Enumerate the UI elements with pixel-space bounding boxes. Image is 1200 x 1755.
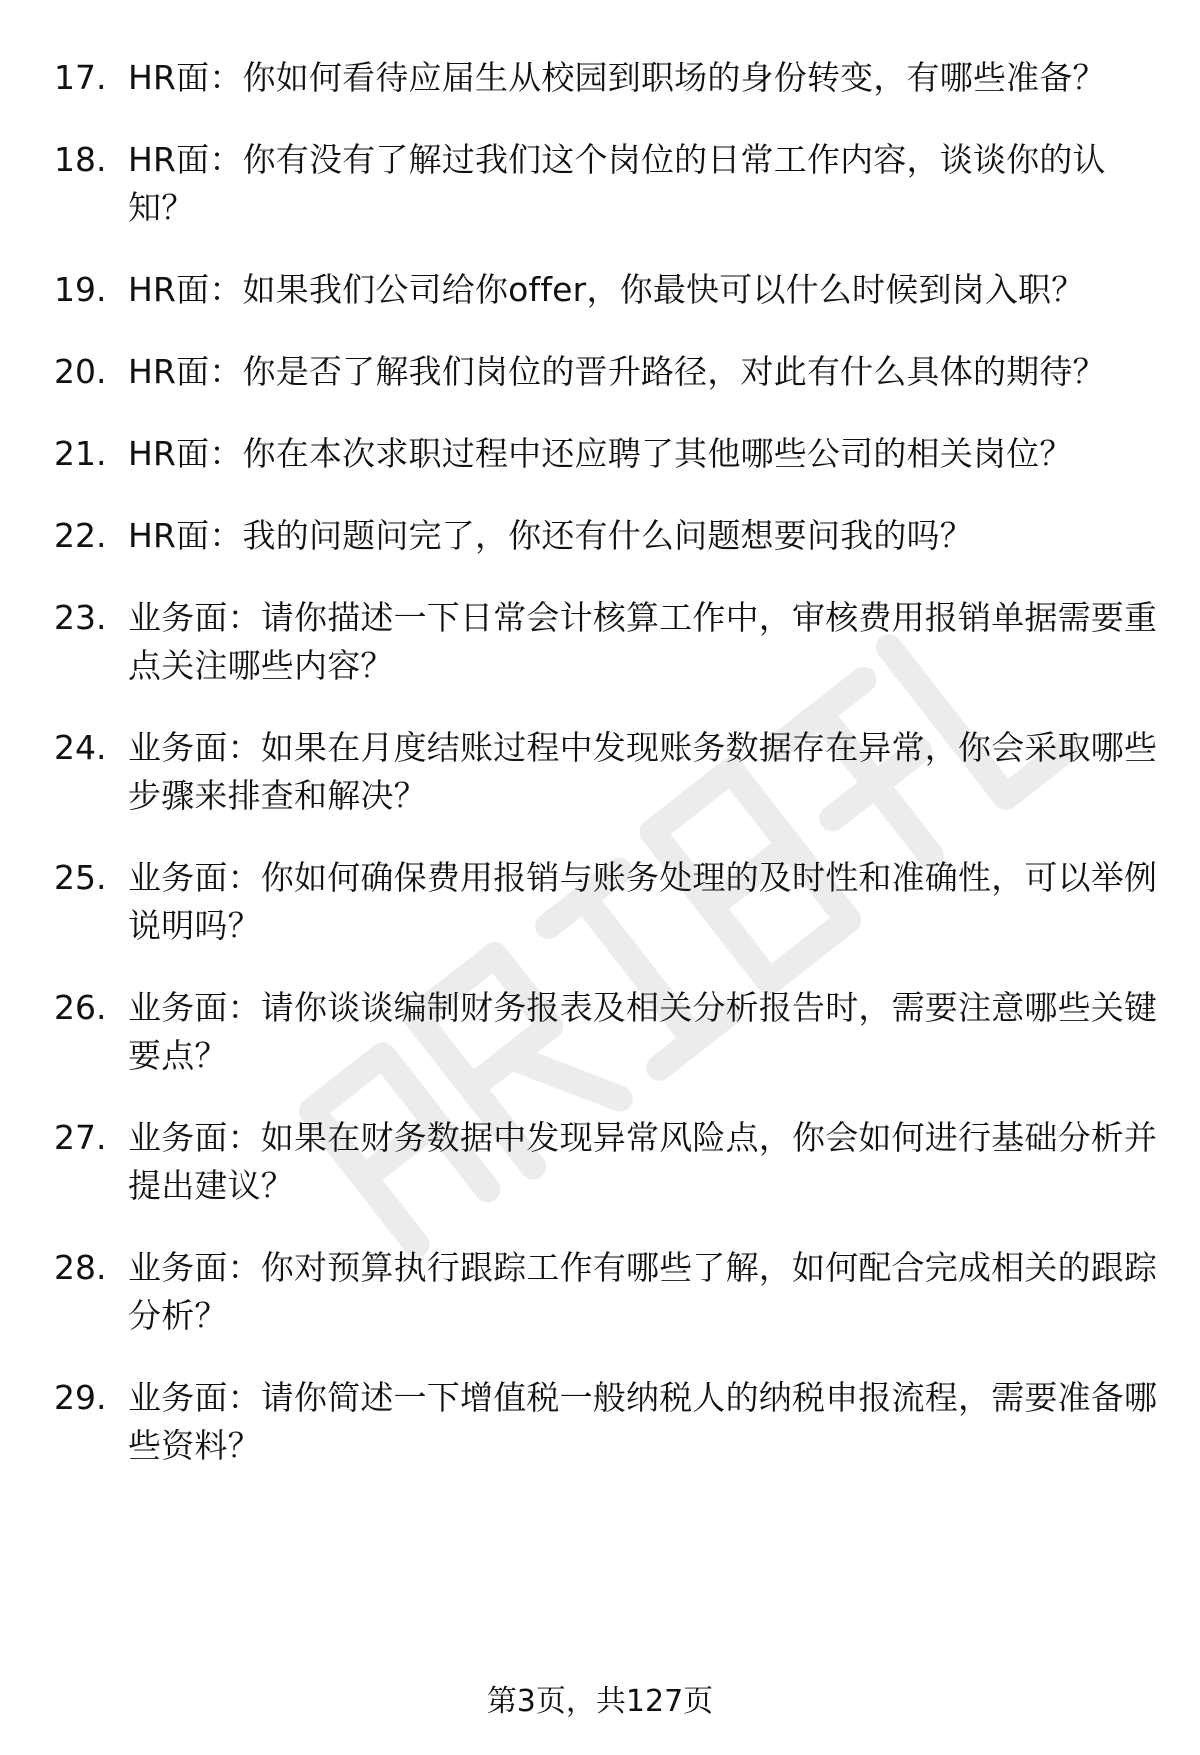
question-text: 业务面：你如何确保费用报销与账务处理的及时性和准确性，可以举例说明吗？ xyxy=(128,858,1158,945)
list-item xyxy=(0,430,1200,478)
question-number: 17. xyxy=(54,58,107,97)
question-number: 20. xyxy=(54,352,107,391)
list-item xyxy=(0,266,1200,314)
question-number: 24. xyxy=(54,728,107,767)
question-text: HR面：我的问题问完了，你还有什么问题想要问我的吗？ xyxy=(128,516,973,555)
question-list xyxy=(0,54,1200,1504)
page-footer: 第3页，共127页 xyxy=(486,1684,714,1719)
question-number: 29. xyxy=(54,1378,107,1417)
question-number: 28. xyxy=(54,1248,107,1287)
question-number: 22. xyxy=(54,516,107,555)
question-text: HR面：你有没有了解过我们这个岗位的日常工作内容，谈谈你的认知？ xyxy=(128,140,1106,227)
question-text: 业务面：请你简述一下增值税一般纳税人的纳税申报流程，需要准备哪些资料？ xyxy=(128,1378,1158,1465)
list-item xyxy=(0,724,1200,820)
question-text: 业务面：请你谈谈编制财务报表及相关分析报告时，需要注意哪些关键要点？ xyxy=(128,988,1158,1075)
list-item xyxy=(0,854,1200,950)
list-item xyxy=(0,1244,1200,1340)
list-item xyxy=(0,984,1200,1080)
question-text: HR面：如果我们公司给你offer，你最快可以什么时候到岗入职？ xyxy=(128,270,1085,309)
question-number: 25. xyxy=(54,858,107,897)
question-text: HR面：你在本次求职过程中还应聘了其他哪些公司的相关岗位？ xyxy=(128,434,1073,473)
question-text: HR面：你是否了解我们岗位的晋升路径，对此有什么具体的期待？ xyxy=(128,352,1106,391)
question-text: HR面：你如何看待应届生从校园到职场的身份转变，有哪些准备？ xyxy=(128,58,1106,97)
question-text: 业务面：请你描述一下日常会计核算工作中，审核费用报销单据需要重点关注哪些内容？ xyxy=(128,598,1158,685)
list-item xyxy=(0,136,1200,232)
question-text: 业务面：你对预算执行跟踪工作有哪些了解，如何配合完成相关的跟踪分析？ xyxy=(128,1248,1158,1335)
question-number: 26. xyxy=(54,988,107,1027)
question-number: 27. xyxy=(54,1118,107,1157)
list-item xyxy=(0,54,1200,102)
list-item xyxy=(0,1114,1200,1210)
question-number: 19. xyxy=(54,270,107,309)
question-number: 18. xyxy=(54,140,107,179)
question-number: 23. xyxy=(54,598,107,637)
list-item xyxy=(0,512,1200,560)
list-item xyxy=(0,1374,1200,1470)
list-item xyxy=(0,348,1200,396)
question-text: 业务面：如果在月度结账过程中发现账务数据存在异常，你会采取哪些步骤来排查和解决？ xyxy=(128,728,1158,815)
question-text: 业务面：如果在财务数据中发现异常风险点，你会如何进行基础分析并提出建议？ xyxy=(128,1118,1158,1205)
question-number: 21. xyxy=(54,434,107,473)
list-item xyxy=(0,594,1200,690)
